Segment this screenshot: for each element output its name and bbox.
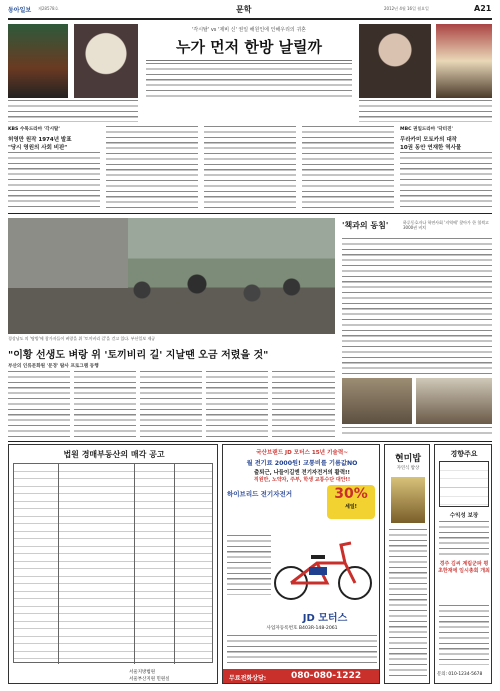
bike-seat	[311, 555, 325, 559]
feature-subhead: 부산의 인류문화원 '문경' 탐사 프로그램 동행	[8, 364, 99, 369]
right-sub-1: 무라카미 모토카의 대작	[400, 137, 457, 143]
auction-ad-footer-left: 서울지방법원	[129, 670, 156, 675]
book-col-text	[342, 238, 492, 374]
discount-badge	[327, 485, 375, 519]
feature-col-2	[74, 371, 136, 437]
book-ad-title: 현미밥	[394, 454, 422, 464]
bike-ad-line3: 직원만, 노약자, 주부, 학생 교통수단 대안!!	[253, 477, 351, 483]
top-left-mask-photo	[74, 24, 138, 98]
bike-frame	[291, 543, 355, 583]
recruit-tel-number: 010-1234-5678	[448, 672, 483, 677]
bike-ad	[222, 444, 380, 684]
right-caption: MBC 권일드라마 '닥터진'	[400, 127, 453, 132]
auction-table-col-rule	[174, 464, 175, 664]
book-tagline: 하루동호자나 학연사회 '지역에' 찾아가 한 혈씩고 3000권 비치	[403, 220, 489, 230]
ads-rule	[8, 441, 492, 442]
recruit-ad-detail	[439, 605, 489, 665]
auction-ad-title: 법원 경매부동산의 매각 공고	[63, 450, 165, 459]
free-call-label: 무료전화상담:	[229, 675, 267, 682]
top-right-photo-caption	[359, 100, 492, 122]
book-ad-cover	[391, 477, 425, 523]
top-left-photo	[8, 24, 68, 98]
left-sub-1: 허영만 원작 1974년 발표	[8, 137, 72, 143]
top-headline: 누가 먼저 한방 날릴까	[175, 38, 323, 56]
feature-col-4	[206, 371, 268, 437]
book-kicker: '책과의 동침'	[342, 221, 389, 230]
right-sub-2: 10권 동안 연재한 역사물	[400, 145, 462, 151]
feature-col-1	[8, 371, 70, 437]
feature-col-3	[140, 371, 202, 437]
top-col-3	[204, 126, 296, 210]
bike-ad-detail-text	[227, 635, 377, 665]
photo-crowd	[98, 266, 318, 326]
issue-date: 2012년 4월 16일 월요일	[384, 6, 429, 11]
recruit-ad-subtitle: 수익성 보장	[449, 513, 479, 519]
book-ad	[384, 444, 430, 684]
bike-ad-brand: JD 모터스	[302, 613, 348, 624]
recruit-ad-box	[439, 461, 489, 507]
right-subhead-block	[400, 126, 492, 151]
recruit-tel-label: 문의:	[437, 672, 447, 677]
top-col-2	[106, 126, 198, 210]
feature-col-5	[272, 371, 335, 437]
top-right-book-photo	[436, 24, 492, 98]
recruit-ad-text	[439, 521, 489, 557]
feature-headline: "이황 선생도 벼랑 위 '토끼비리 길' 지날땐 오금 저렸을 것"	[8, 350, 269, 361]
left-caption: KBS 수목드라마 '각시탈'	[8, 127, 60, 132]
top-right-photo	[359, 24, 431, 98]
bike-ad-top: 국산브랜드 JD 모터스 15년 기술력~	[256, 450, 348, 456]
recruit-ad-wanted: 경주 김씨 계림군파 평초한재에 임시총회 개최	[438, 561, 490, 574]
page-number: A21	[474, 4, 492, 13]
hiking-group-photo	[8, 218, 335, 334]
photo-caption: 경상남도 의 '탐방'에 참가자들이 벼랑을 위 '토끼비리 길'을 걷고 있다. 부산일보 제공	[8, 336, 156, 341]
electric-bike-illustration	[269, 533, 379, 605]
book-photo-caption	[342, 427, 492, 437]
recruit-ad-title: 경향주요	[450, 450, 478, 458]
book-photo-1	[342, 378, 412, 424]
top-col-5	[400, 152, 492, 210]
newspaper-logo: 동아일보	[8, 7, 32, 14]
left-sub-2: "당시 영원의 사회 비판"	[8, 145, 68, 151]
book-ad-sub: 자연식 밥상	[396, 466, 420, 471]
recruit-ad	[434, 444, 492, 684]
bike-ad-spec-text	[227, 535, 271, 595]
top-headline-rule	[146, 60, 352, 61]
free-call-number: 080-080-1222	[291, 671, 362, 681]
auction-table	[13, 463, 213, 663]
auction-ad	[8, 444, 218, 684]
recruit-ad-tel	[437, 671, 491, 677]
top-lede-text	[146, 63, 352, 101]
auction-table-col-rule	[58, 464, 59, 664]
issue-number: 제28578호	[38, 6, 59, 11]
top-col-4	[302, 126, 394, 210]
bike-ad-callbar	[223, 669, 380, 684]
bike-ad-product: 하이브리드 전기자전거	[227, 490, 293, 498]
discount-note: 세일!	[345, 504, 357, 510]
auction-ad-footer-right: 서울부산지원 민원실	[129, 677, 170, 682]
auction-table-col-rule	[134, 464, 135, 664]
bike-ad-reg: 사업자등록번호 B403R-148-2061	[266, 626, 338, 631]
top-kicker: '각시탈' vs '제비 신' 권일 해원인에 인해우리의 귀혼	[192, 27, 306, 33]
bike-ad-line1: 월 전기료 2000원! 교통비를 기름값NO	[246, 460, 358, 467]
left-subhead-block	[8, 126, 100, 151]
book-photo-2	[416, 378, 492, 424]
top-left-photo-caption	[8, 100, 138, 122]
bike-battery	[309, 567, 327, 575]
section-title: 문학	[236, 5, 252, 14]
header-rule	[8, 18, 492, 20]
book-ad-text	[389, 529, 427, 679]
top-col-1	[8, 152, 100, 210]
bike-ad-line2: 출퇴근, 나들이길엔 전기자전거의 활력!!	[254, 470, 350, 476]
section-rule-1	[8, 213, 492, 214]
discount-value: 30%	[334, 486, 368, 502]
masthead	[8, 4, 492, 16]
